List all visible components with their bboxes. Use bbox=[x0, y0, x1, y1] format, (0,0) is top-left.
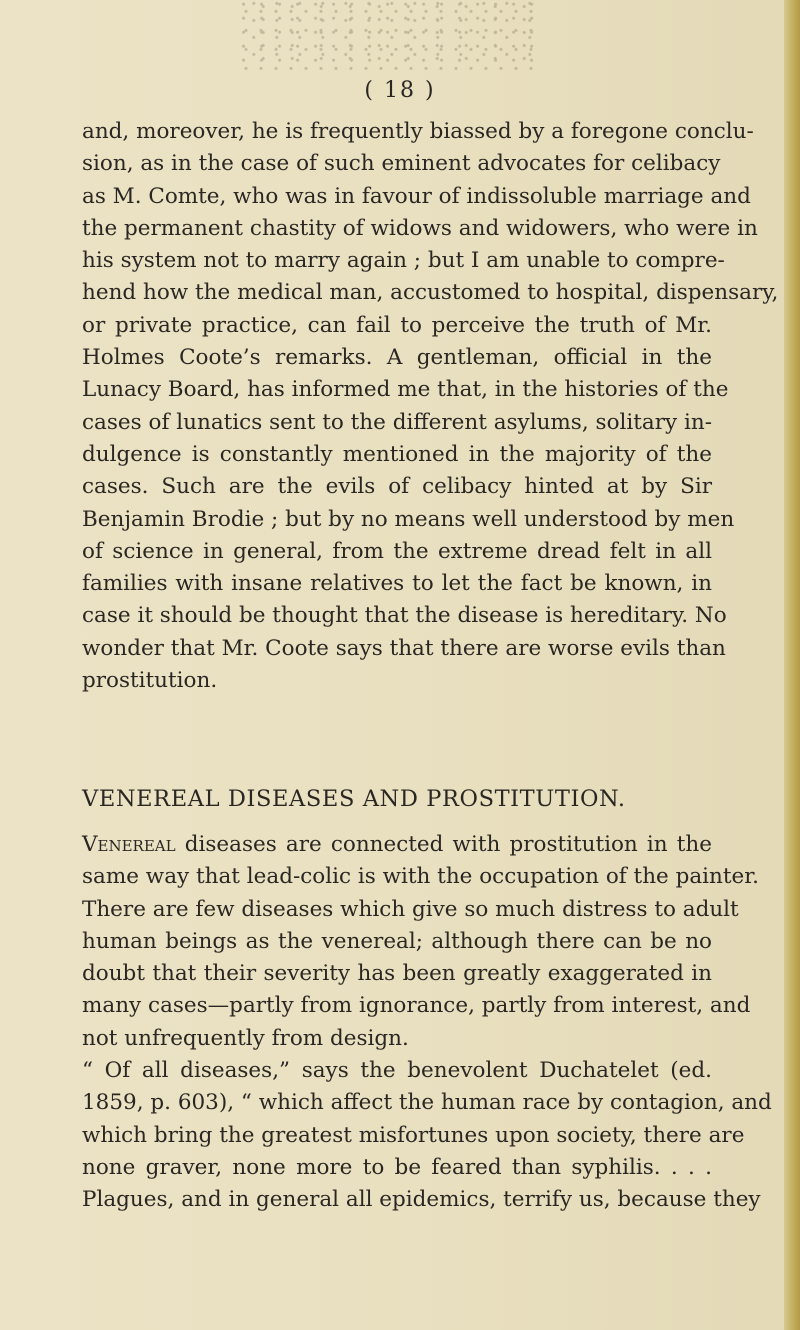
text-line: cases. Such are the evils of celibacy hinted at by Sir bbox=[82, 474, 712, 500]
text-line: the permanent chastity of widows and widowers, who were in bbox=[82, 215, 758, 241]
text-line: doubt that their severity has been greatly exaggerated in bbox=[82, 961, 712, 987]
text-line: none graver, none more to be feared than syphilis. . . . bbox=[82, 1154, 712, 1180]
text-line: hend how the medical man, accustomed to hospital, dispensary, bbox=[82, 280, 779, 306]
text-line: dulgence is constantly mentioned in the majority of the bbox=[82, 441, 712, 467]
text-line: Benjamin Brodie ; but by no means well understood by men bbox=[82, 506, 735, 532]
text-line: families with insane relatives to let the fact be known, in bbox=[82, 571, 712, 597]
text-line: and, moreover, he is frequently biassed by a foregone conclu- bbox=[82, 119, 754, 144]
text-line: many cases—partly from ignorance, partly from interest, and bbox=[82, 993, 751, 1019]
text-line: not unfrequently from design. bbox=[82, 1025, 409, 1051]
text-line: or private practice, can fail to perceive the truth of Mr. bbox=[82, 312, 712, 338]
page-edge bbox=[784, 0, 800, 1330]
text-line: Holmes Coote’s remarks. A gentleman, official in the bbox=[82, 345, 712, 371]
text-line: There are few diseases which give so much distress to adult bbox=[82, 896, 739, 922]
text-line: 1859, p. 603), “ which affect the human race by contagion, and bbox=[82, 1090, 772, 1116]
text-line: Lunacy Board, has informed me that, in the histories of the bbox=[82, 377, 729, 403]
text-line: prostitution. bbox=[82, 668, 218, 694]
text-line: case it should be thought that the disease is hereditary. No bbox=[82, 603, 727, 629]
paragraph-1 bbox=[82, 116, 779, 697]
text-line: his system not to marry again ; but I am unable to compre- bbox=[82, 248, 725, 274]
text-fragment: diseases are connected with prostitution in the bbox=[175, 832, 712, 857]
text-line: of science in general, from the extreme dread felt in all bbox=[82, 538, 712, 564]
text-line bbox=[82, 829, 712, 861]
text-line: which bring the greatest misfortunes upon society, there are bbox=[82, 1122, 745, 1148]
paper-speckle bbox=[240, 0, 540, 70]
paragraph-2 bbox=[82, 829, 772, 1217]
text-line: Plagues, and in general all epidemics, terrify us, because they bbox=[82, 1187, 761, 1213]
text-line: cases of lunatics sent to the different asylums, solitary in- bbox=[82, 409, 712, 435]
text-line: same way that lead-colic is with the occupation of the painter. bbox=[82, 864, 760, 890]
text-line: wonder that Mr. Coote says that there are worse evils than bbox=[82, 635, 726, 661]
text-line: sion, as in the case of such eminent advocates for celibacy bbox=[82, 151, 721, 177]
text-line: “ Of all diseases,” says the benevolent Duchatelet (ed. bbox=[82, 1058, 712, 1084]
page-number: ( 18 ) bbox=[364, 78, 436, 103]
drop-word: Venereal bbox=[82, 832, 176, 857]
section-heading: VENEREAL DISEASES AND PROSTITUTION. bbox=[82, 786, 626, 812]
text-line: as M. Comte, who was in favour of indissoluble marriage and bbox=[82, 183, 751, 209]
text-line: human beings as the venereal; although there can be no bbox=[82, 928, 712, 954]
